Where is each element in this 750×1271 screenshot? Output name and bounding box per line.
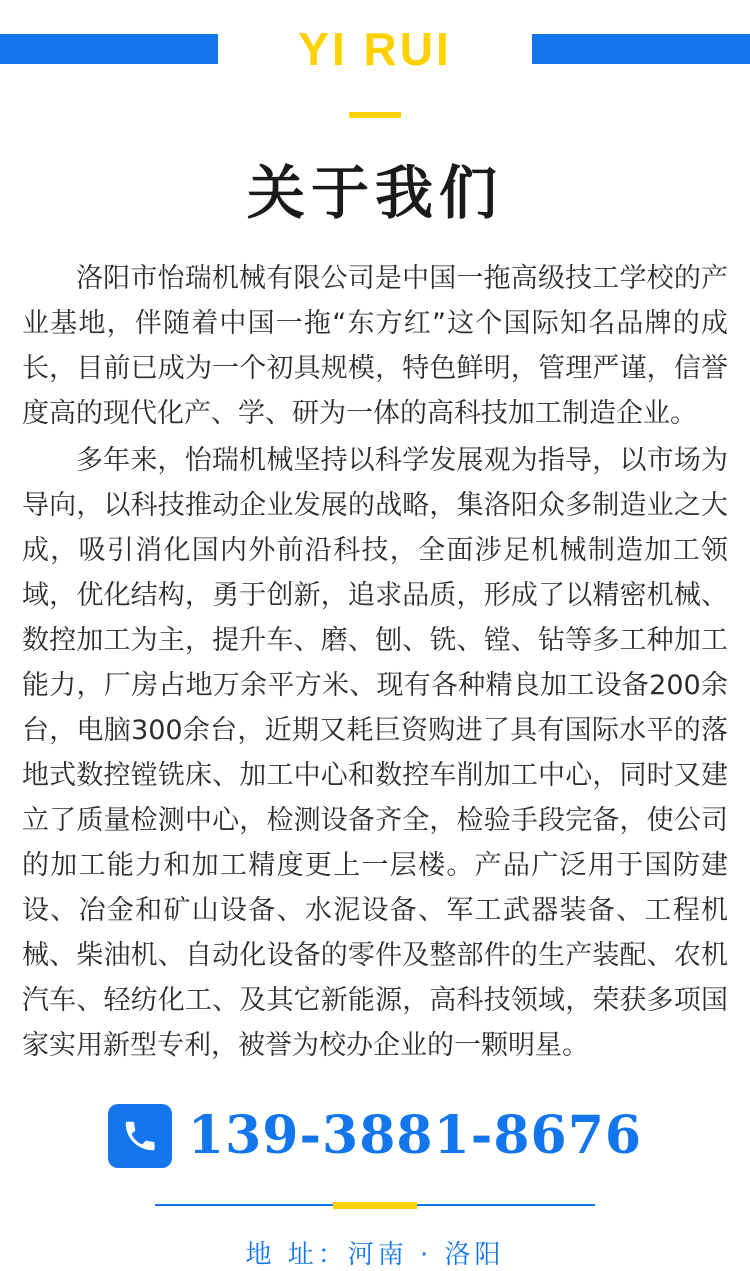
poster-footer	[0, 1202, 750, 1271]
footer-divider	[0, 1202, 750, 1208]
phone-number: 139-3881-8676	[187, 1105, 643, 1166]
paragraph-1: 洛阳市怡瑞机械有限公司是中国一拖高级技工学校的产业基地，伴随着中国一拖“东方红”这个国际知名品牌的成长，目前已成为一个初具规模，特色鲜明，管理严谨，信誉度高的现代化产、学、研为一体的高科技加工制造企业。	[22, 263, 728, 429]
header-bar-right	[532, 34, 750, 64]
contact-phone[interactable]	[0, 1104, 750, 1168]
paragraph-2: 多年来，怡瑞机械坚持以科学发展观为指导，以市场为导向，以科技推动企业发展的战略，集洛阳众多制造业之大成，吸引消化国内外前沿科技，全面涉足机械制造加工领域，优化结构，勇于创新，追求品质，形成了以精密机械、数控加工为主，提升车、磨、刨、铣、镗、钻等多工种加工能力，厂房占地万余平方米、现有各种精良加工设备200余台，电脑300余台，近期又耗巨资购进了具有国际水平的落地式数控镗铣床、加工中心和数控车削加工中心，同时又建立了质量检测中心，检测设备齐全，检验手段完备，使公司的加工能力和加工精度更上一层楼。产品广泛用于国防建设、冶金和矿山设备、水泥设备、军工武器装备、工程机械、柴油机、自动化设备的零件及整部件的生产装配、农机汽车、轻纺化工、及其它新能源，高科技领域，荣获多项国家实用新型专利，被誉为校办企业的一颗明星。	[22, 445, 728, 1061]
divider-accent	[333, 1202, 417, 1209]
about-content	[0, 256, 750, 1068]
brand-underline	[349, 112, 401, 118]
brand-name: YI RUI	[298, 23, 452, 75]
phone-icon	[108, 1104, 172, 1168]
header-bar-left	[0, 34, 218, 64]
page-title: 关于我们	[246, 159, 503, 227]
company-address: 地 址：河南 · 洛阳	[245, 1240, 505, 1270]
poster-header	[0, 0, 750, 98]
